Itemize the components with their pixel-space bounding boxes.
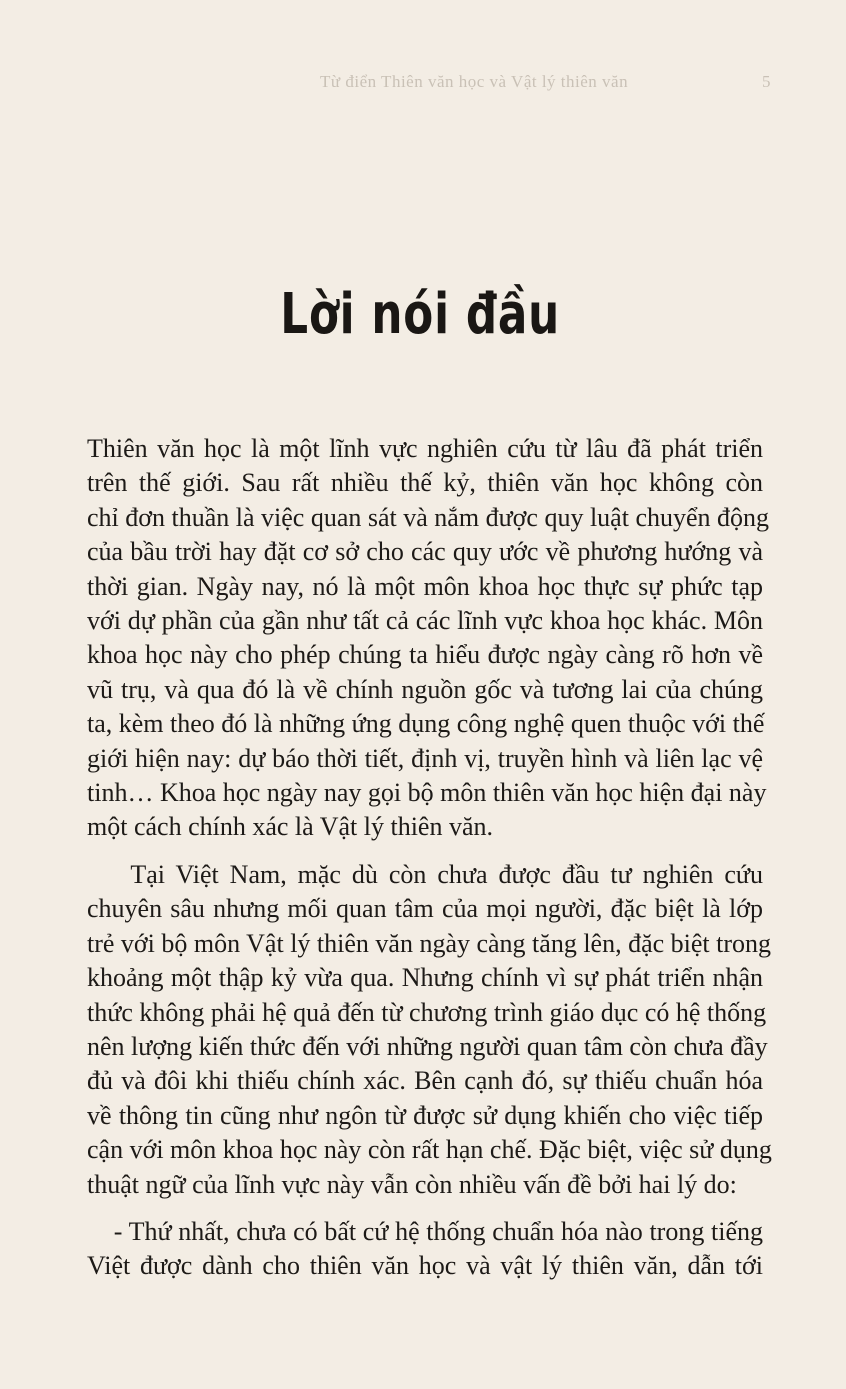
- paragraph-1: [87, 432, 770, 845]
- text-line: vũ trụ, và qua đó là về chính nguồn gốc và tương lai của chúng: [87, 674, 763, 704]
- page-number: 5: [762, 72, 771, 91]
- text-line: giới hiện nay: dự báo thời tiết, định vị, truyền hình và liên lạc vệ: [87, 743, 763, 773]
- text-line: khoảng một thập kỷ vừa qua. Nhưng chính vì sự phát triển nhận: [87, 963, 763, 993]
- text-line: ta, kèm theo đó là những ứng dụng công nghệ quen thuộc với thế: [87, 709, 765, 739]
- text-line: Thiên văn học là một lĩnh vực nghiên cứu từ lâu đã phát triển: [87, 434, 763, 463]
- text-line: - Thứ nhất, chưa có bất cứ hệ thống chuẩn hóa nào trong tiếng: [87, 1216, 763, 1246]
- text-line: thức không phải hệ quả đến từ chương trình giáo dục có hệ thống: [87, 997, 767, 1027]
- text-line: Tại Việt Nam, mặc dù còn chưa được đầu tư nghiên cứu: [87, 859, 763, 889]
- text-line: thuật ngữ của lĩnh vực này vẫn còn nhiều vấn đề bởi hai lý do:: [87, 1169, 737, 1199]
- text-line: tinh… Khoa học ngày nay gọi bộ môn thiên văn học hiện đại này: [87, 778, 767, 808]
- body-text: [87, 432, 772, 1284]
- text-line: đủ và đôi khi thiếu chính xác. Bên cạnh đó, sự thiếu chuẩn hóa: [87, 1066, 763, 1096]
- running-header: Từ điển Thiên văn học và Vật lý thiên văn: [320, 72, 629, 91]
- text-line: về thông tin cũng như ngôn từ được sử dụng khiến cho việc tiếp: [87, 1100, 763, 1130]
- text-line: thời gian. Ngày nay, nó là một môn khoa học thực sự phức tạp: [87, 571, 763, 601]
- text-line: một cách chính xác là Vật lý thiên văn.: [87, 812, 493, 842]
- paragraph-3: [87, 1215, 763, 1284]
- text-line: chỉ đơn thuần là việc quan sát và nắm được quy luật chuyển động: [87, 502, 770, 532]
- text-line: nên lượng kiến thức đến với những người quan tâm còn chưa đầy: [87, 1031, 768, 1061]
- text-line: chuyên sâu nhưng mối quan tâm của mọi người, đặc biệt là lớp: [87, 894, 763, 924]
- paragraph-2: [87, 858, 772, 1202]
- text-line: với dự phần của gần như tất cả các lĩnh vực khoa học khác. Môn: [87, 606, 763, 636]
- text-line: của bầu trời hay đặt cơ sở cho các quy ước về phương hướng và: [87, 537, 763, 567]
- text-line: trẻ với bộ môn Vật lý thiên văn ngày càng tăng lên, đặc biệt trong: [87, 928, 772, 958]
- chapter-title: Lời nói đầu: [280, 282, 561, 347]
- text-line: khoa học này cho phép chúng ta hiểu được ngày càng rõ hơn về: [87, 640, 763, 670]
- text-line: cận với môn khoa học này còn rất hạn chế. Đặc biệt, việc sử dụng: [87, 1135, 772, 1165]
- text-line: Việt được dành cho thiên văn học và vật lý thiên văn, dẫn tới: [87, 1251, 763, 1281]
- text-line: trên thế giới. Sau rất nhiều thế kỷ, thiên văn học không còn: [87, 468, 763, 498]
